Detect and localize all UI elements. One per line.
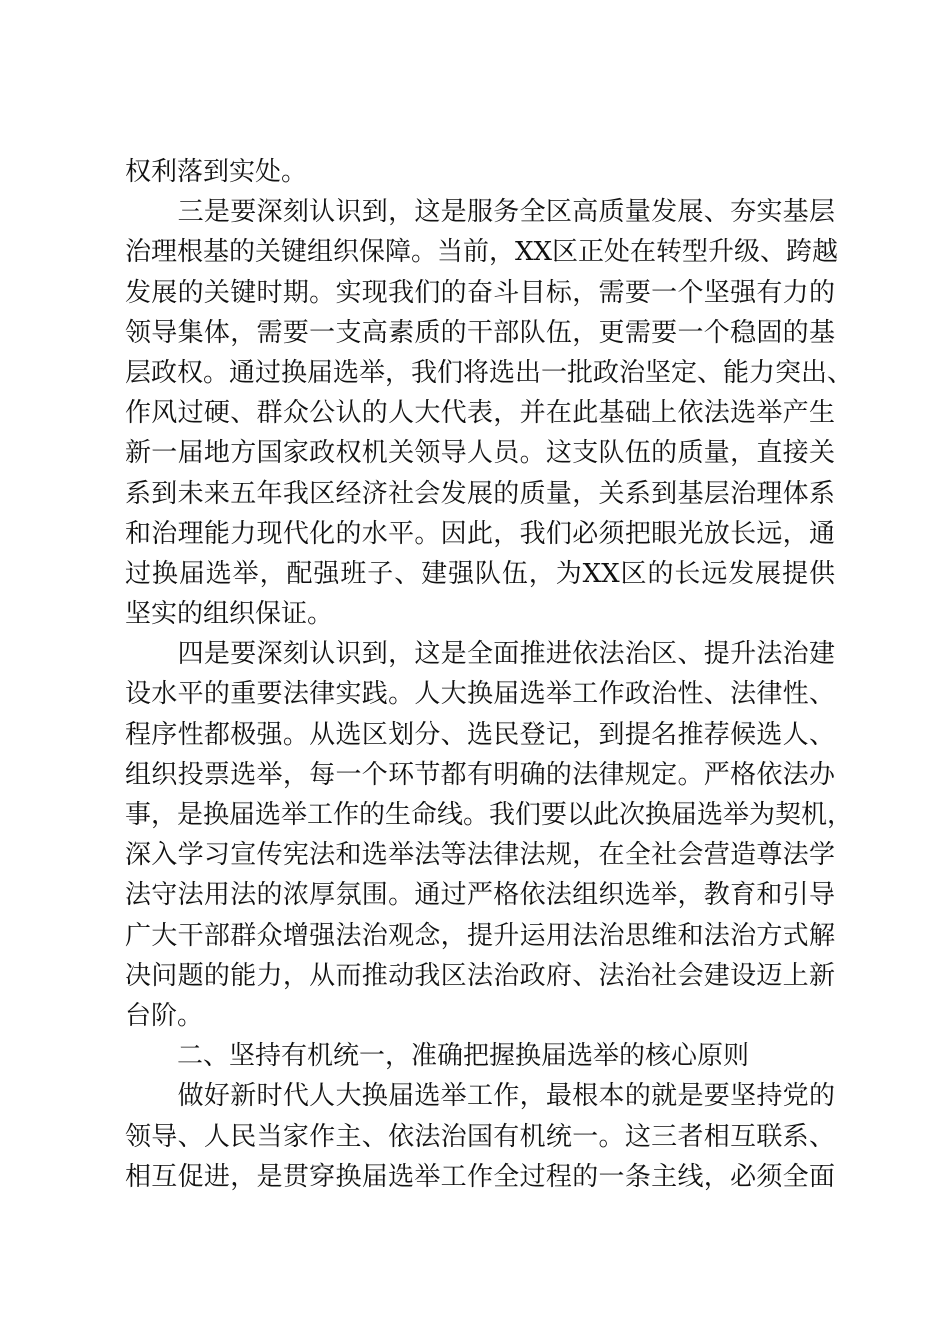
text-line: 事，是换届选举工作的生命线。我们要以此次换届选举为契机， <box>125 800 854 830</box>
text-line: 三是要深刻认识到，这是服务全区高质量发展、夯实基层 <box>125 197 835 228</box>
text-line: 台阶。 <box>125 1000 204 1031</box>
document-body <box>125 152 854 1197</box>
text-line: 四是要深刻认识到，这是全面推进依法治区、提升法治建 <box>125 639 835 670</box>
text-line: 做好新时代人大换届选举工作，最根本的就是要坚持党的 <box>125 1081 835 1112</box>
text-line: 层政权。通过换届选举，我们将选出一批政治坚定、能力突出、 <box>125 357 854 388</box>
text-line: 相互促进，是贯穿换届选举工作全过程的一条主线，必须全面 <box>125 1161 835 1192</box>
text-line: 和治理能力现代化的水平。因此，我们必须把眼光放长远，通 <box>125 518 835 549</box>
text-line: 程序性都极强。从选区划分、选民登记，到提名推荐候选人、 <box>125 719 835 750</box>
text-line: 发展的关键时期。实现我们的奋斗目标，需要一个坚强有力的 <box>125 277 835 308</box>
text-line: 设水平的重要法律实践。人大换届选举工作政治性、法律性、 <box>125 679 835 710</box>
text-line: 作风过硬、群众公认的人大代表，并在此基础上依法选举产生 <box>125 398 835 429</box>
text-line: 系到未来五年我区经济社会发展的质量，关系到基层治理体系 <box>125 478 835 509</box>
text-line: 组织投票选举，每一个环节都有明确的法律规定。严格依法办 <box>125 759 835 790</box>
text-line: 法守法用法的浓厚氛围。通过严格依法组织选举，教育和引导 <box>125 880 835 911</box>
text-line: 坚实的组织保证。 <box>125 599 334 630</box>
text-line: 治理根基的关键组织保障。当前，XX区正处在转型升级、跨越 <box>125 237 839 268</box>
text-line: 过换届选举，配强班子、建强队伍，为XX区的长远发展提供 <box>125 558 835 589</box>
text-line: 权利落到实处。 <box>125 157 308 187</box>
text-line: 决问题的能力，从而推动我区法治政府、法治社会建设迈上新 <box>125 960 835 991</box>
text-line: 新一届地方国家政权机关领导人员。这支队伍的质量，直接关 <box>125 438 835 469</box>
text-line: 领导集体，需要一支高素质的干部队伍，更需要一个稳固的基 <box>125 317 835 348</box>
text-line: 领导、人民当家作主、依法治国有机统一。这三者相互联系、 <box>125 1121 835 1152</box>
section-heading: 二、坚持有机统一，准确把握换届选举的核心原则 <box>125 1041 750 1072</box>
text-line: 深入学习宣传宪法和选举法等法律法规，在全社会营造尊法学 <box>125 840 835 871</box>
text-line: 广大干部群众增强法治观念，提升运用法治思维和法治方式解 <box>125 920 835 951</box>
